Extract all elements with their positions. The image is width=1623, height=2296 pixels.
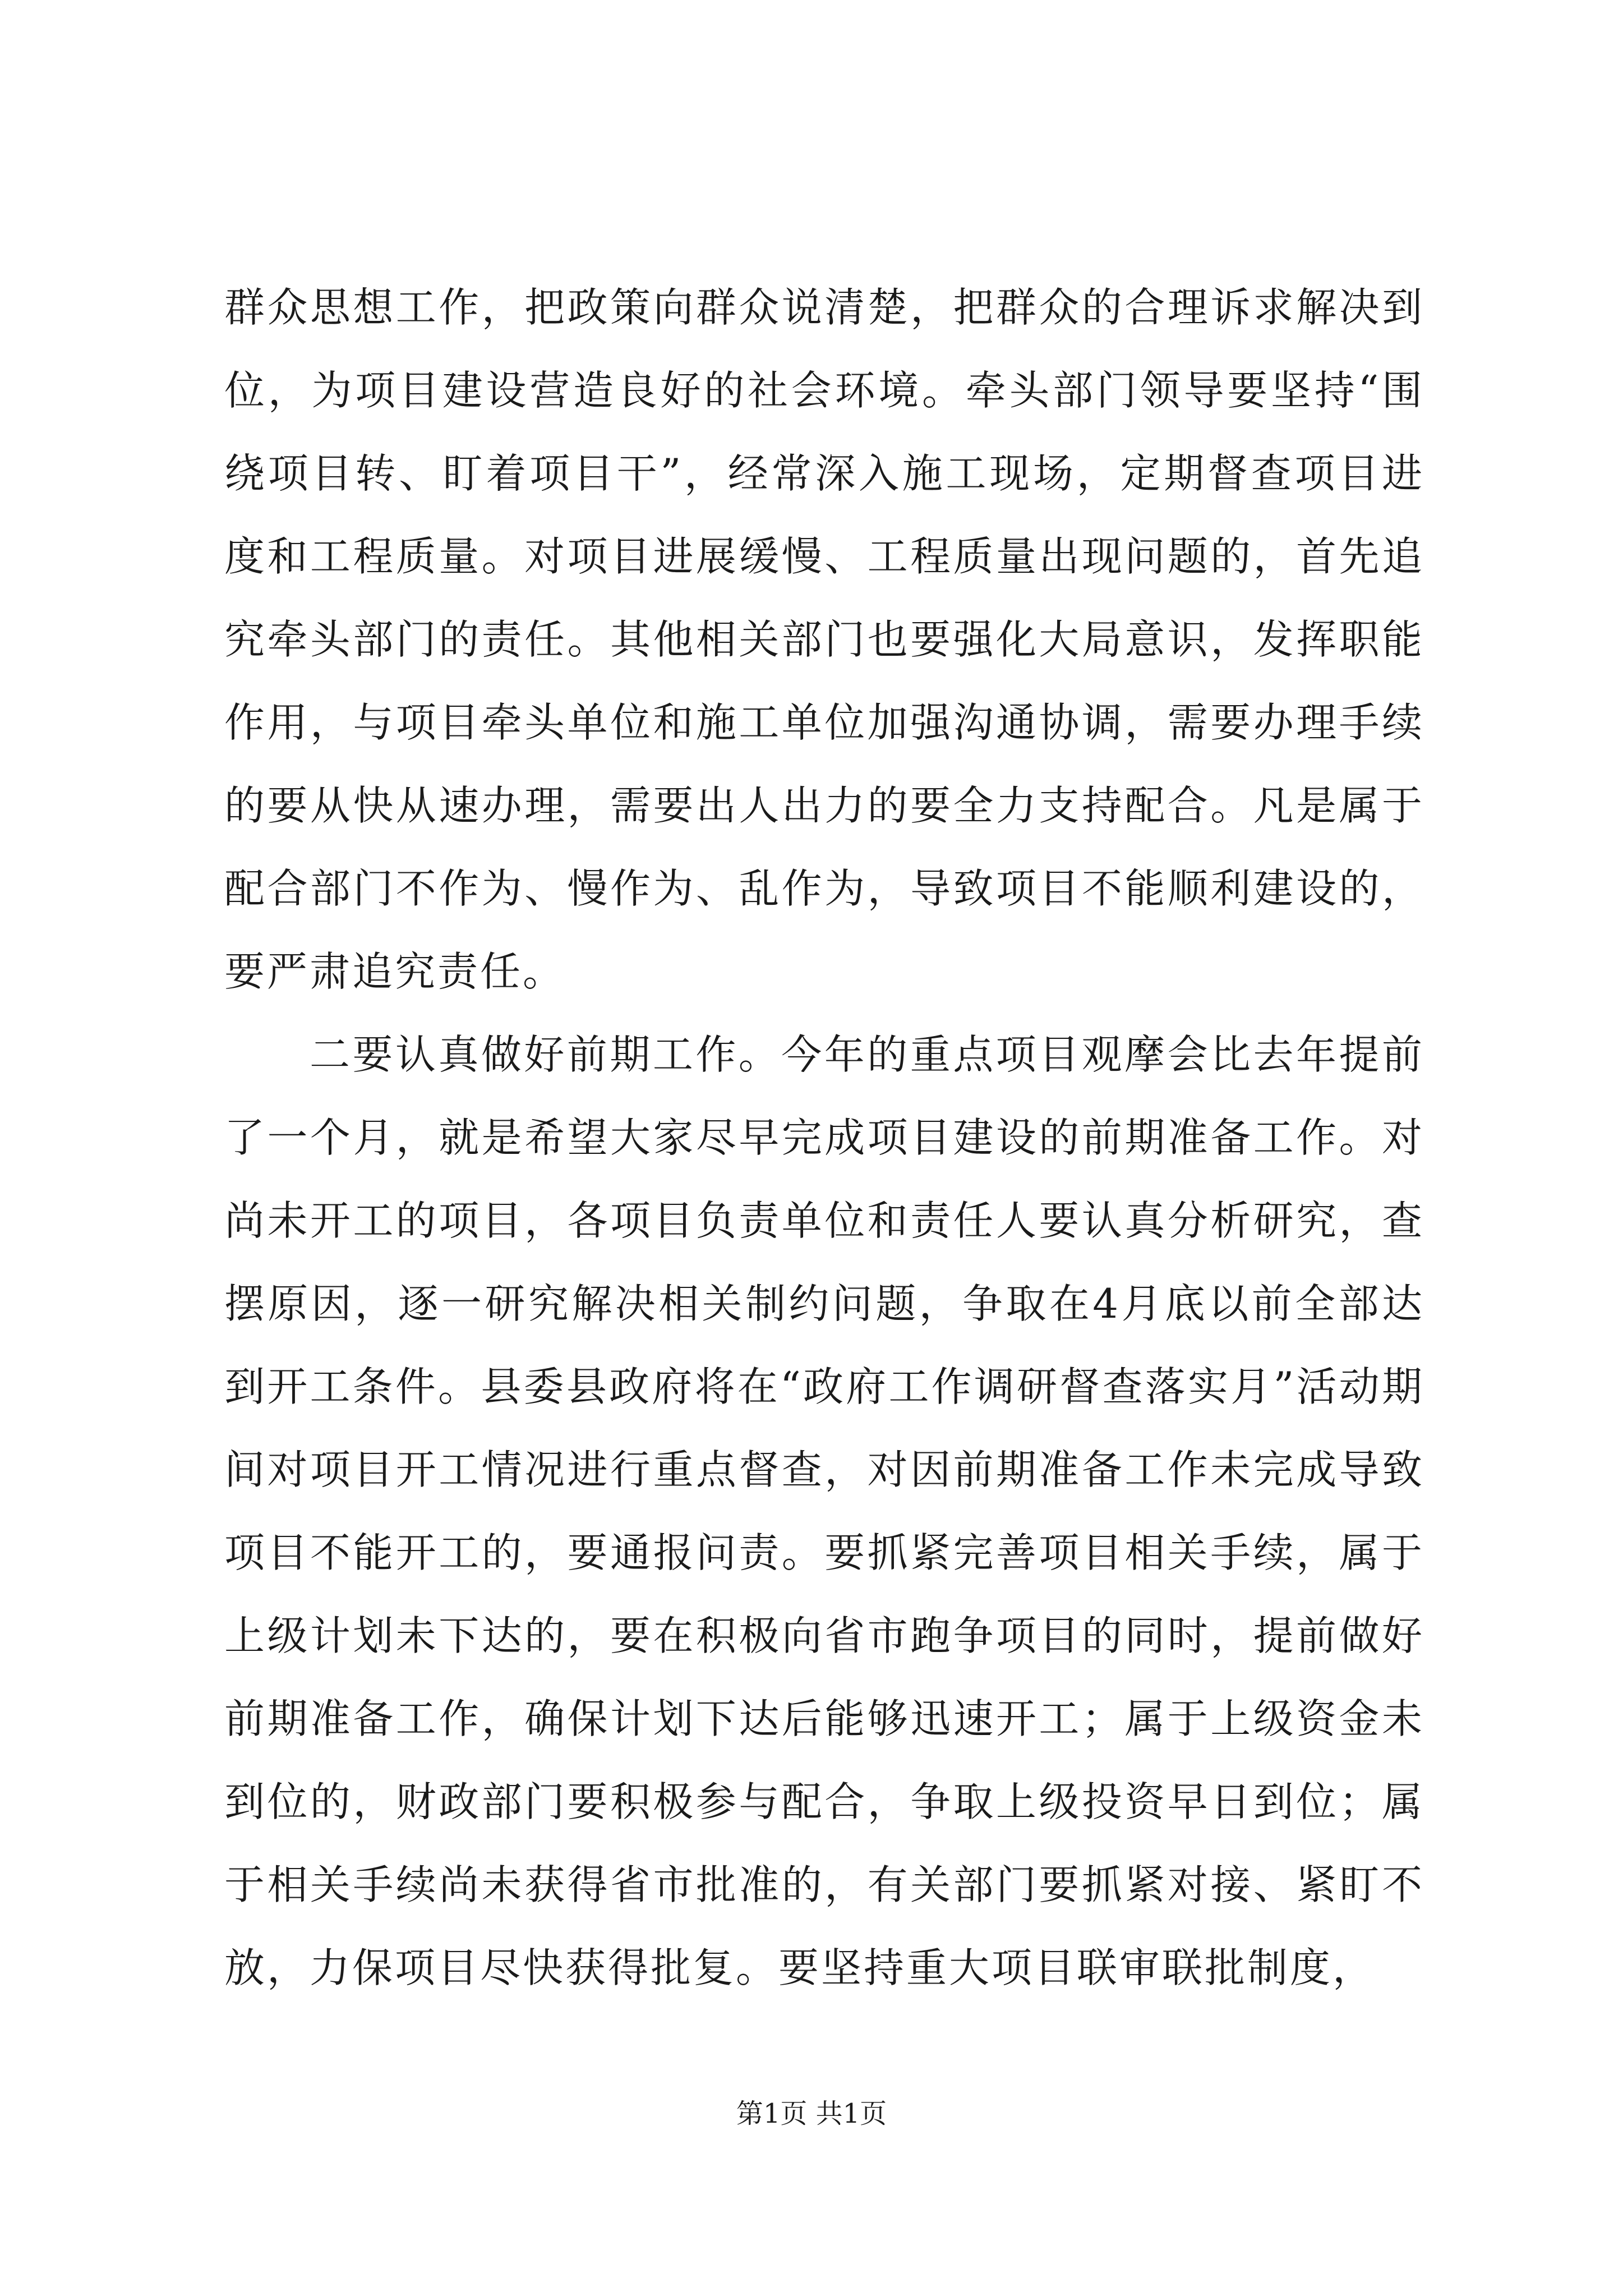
paragraph-preliminary-work: 二要认真做好前期工作。今年的重点项目观摩会比去年提前了一个月，就是希望大家尽早完成项目建设的前期准备工作。对尚未开工的项目，各项目负责单位和责任人要认真分析研究，查摆原因，逐一研究解决相关制约问题，争取在4月底以前全部达到开工条件。县委县政府将在“政府工作调研督查落实月”活动期间对项目开工情况进行重点督查，对因前期准备工作未完成导致项目不能开工的，要通报问责。要抓紧完善项目相关手续，属于上级计划未下达的，要在积极向省市跑争项目的同时，提前做好前期准备工作，确保计划下达后能够迅速开工；属于上级资金未到位的，财政部门要积极参与配合，争取上级投资早日到位；属于相关手续尚未获得省市批准的，有关部门要抓紧对接、紧盯不放，力保项目尽快获得批复。要坚持重大项目联审联批制度， xyxy=(224,1031,1424,1991)
page-footer: 第1页 共1页 xyxy=(736,2098,887,2129)
paragraph-continuation: 群众思想工作，把政策向群众说清楚，把群众的合理诉求解决到位，为项目建设营造良好的社会环境。牵头部门领导要坚持“围绕项目转、盯着项目干”，经常深入施工现场，定期督查项目进度和工程质量。对项目进展缓慢、工程质量出现问题的，首先追究牵头部门的责任。其他相关部门也要强化大局意识，发挥职能作用，与项目牵头单位和施工单位加强沟通协调，需要办理手续的要从快从速办理，需要出人出力的要全力支持配合。凡是属于配合部门不作为、慢作为、乱作为，导致项目不能顺利建设的，要严肃追究责任。 xyxy=(224,284,1424,995)
document-body xyxy=(224,266,1424,2009)
